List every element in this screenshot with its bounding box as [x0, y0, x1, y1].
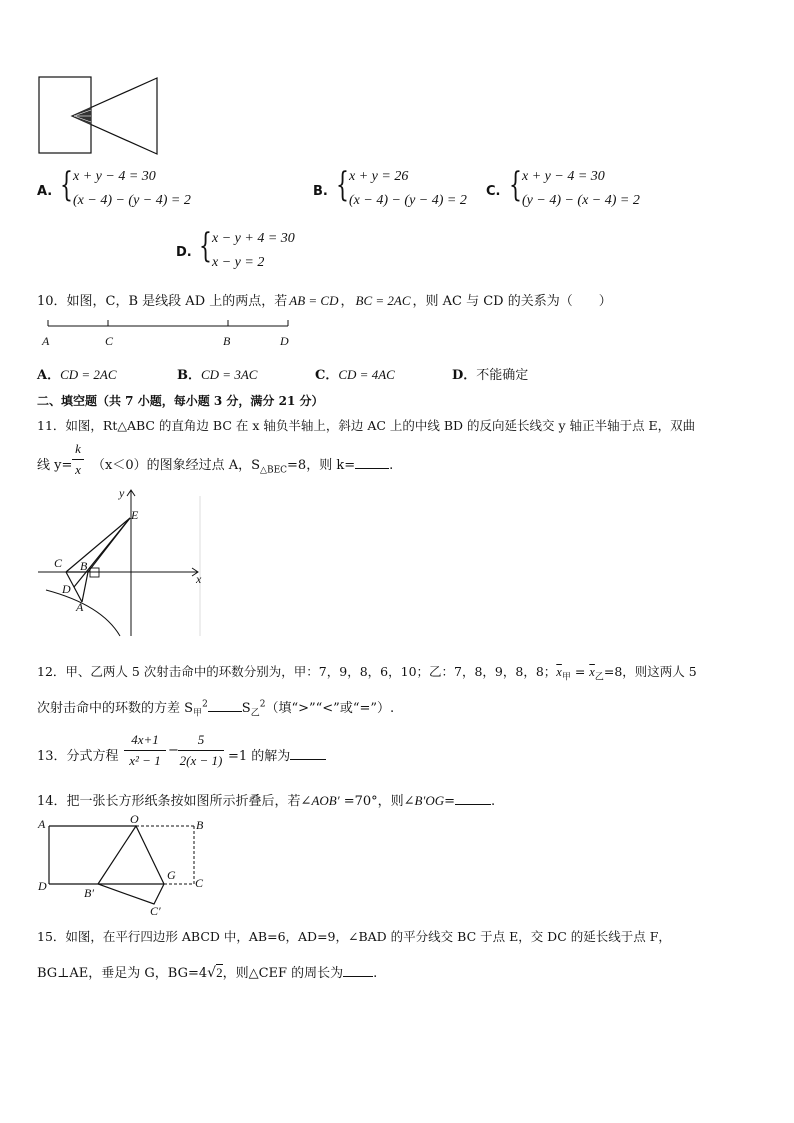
q15-line2: BG⊥AE，垂足为 G，BG=4√2，则△CEF 的周长为 . [37, 965, 378, 981]
q11-frac-den: x [75, 462, 81, 477]
q9-option-c-row2: (y − 4) − (x − 4) = 2 [522, 193, 640, 208]
q12-line1: 12．甲、乙两人 5 次射击命中的环数分别为，甲：7，9，8，6，10；乙：7，8，9，8，8；$\overline{x}_甲 = \overline{x}_乙=8$，则这两人 5 [37, 664, 697, 683]
q14-label-b: B [196, 818, 204, 832]
q11-answer-blank[interactable] [355, 468, 389, 469]
q13-frac2-bar [178, 750, 224, 751]
q14-label-d: D [38, 879, 47, 893]
q15-sqrt: √2 [207, 965, 223, 981]
q10-question [37, 290, 612, 309]
q13-answer-blank[interactable] [290, 759, 326, 760]
q10-point-c: C [105, 334, 114, 348]
q13-pre: 13．分式方程 [37, 749, 119, 764]
q12-xbar-yi: $\overline{x}$ [589, 665, 595, 679]
q10-sep: ， [340, 294, 354, 309]
q10-segment-figure [40, 316, 300, 350]
q14-figure [36, 812, 216, 918]
q14-label-o: O [130, 812, 139, 826]
q9-option-c-row1: x + y − 4 = 30 [522, 169, 605, 184]
q11-line2-rest: （x＜0）的图象经过点 A，$S_{\triangle BEC}=8$，则 k= . [92, 458, 394, 476]
q10-option-d: D．不能确定 [452, 368, 529, 383]
q14-label-g: G [167, 868, 176, 882]
q10-option-c: C．CD = 4AC [315, 367, 395, 383]
q11-label-c: C [54, 556, 63, 570]
q11-line2 [37, 454, 72, 473]
q10-point-b: B [223, 334, 231, 348]
q13-frac1-bar [124, 750, 166, 751]
q15-answer-blank[interactable] [343, 976, 373, 977]
q12-answer-blank[interactable] [208, 711, 242, 712]
q9-figure [36, 74, 162, 158]
q11-label-b: B [80, 559, 88, 573]
q11-sub: △BEC [260, 465, 288, 476]
q9-option-a-label: A. [37, 184, 53, 199]
q9-option-d-row1: x − y + 4 = 30 [212, 231, 295, 246]
q11-line1: 11．如图，Rt△ABC 的直角边 BC 在 x 轴负半轴上，斜边 AC 上的中线 BD 的反向延长线交 y 轴正半轴于点 E，双曲 [37, 418, 696, 433]
q13-frac1-den: x² − 1 [129, 753, 161, 768]
q13-frac2-num: 5 [197, 732, 205, 747]
q14-angle1: AOB′ [311, 793, 340, 808]
folded-part [98, 826, 164, 904]
q9-option-d-brace: { [199, 226, 212, 266]
q11-label-e: E [131, 508, 139, 522]
q10-number: 10． [37, 294, 67, 309]
q14-answer-blank[interactable] [455, 804, 491, 805]
q11-label-x: x [196, 572, 202, 586]
q13-frac1-num: 4x+1 [131, 732, 159, 747]
q14-angle2: B′OG [414, 793, 445, 808]
q9-option-a-row1: x + y − 4 = 30 [73, 169, 156, 184]
q14-label-bp: B′ [84, 886, 94, 900]
q14-label-c: C [195, 876, 204, 890]
q10-eq1: AB = CD [289, 293, 339, 308]
q11-pre: 线 y= [37, 458, 73, 473]
q9-option-c-label: C. [486, 184, 501, 199]
q11-frac-num: k [75, 441, 81, 456]
q10-text-b: ，则 AC 与 CD 的关系为（ [412, 294, 573, 309]
q9-option-b-row1: x + y = 26 [349, 169, 409, 184]
q9-option-d-row2: x − y = 2 [212, 255, 265, 270]
q9-option-a-brace: { [60, 165, 73, 205]
q14-label-a: A [38, 817, 46, 831]
q10-point-d: D [280, 334, 289, 348]
q9-option-d-label: D. [176, 245, 192, 260]
q10-option-a: A．CD = 2AC [37, 367, 117, 383]
q11-post-a: （x＜0）的图象经过点 A，S [92, 458, 261, 473]
q9-option-b-brace: { [336, 165, 349, 205]
q12-text-a: 12．甲、乙两人 5 次射击命中的环数分别为，甲：7，9，8，6，10；乙：7，8，9，8，8； [37, 664, 557, 679]
q10-point-a: A [42, 334, 50, 348]
q13-post: =1 的解为 [228, 745, 326, 764]
q9-option-c-brace: { [509, 165, 522, 205]
q10-text-c: ） [598, 294, 612, 309]
q13-minus: − [168, 743, 179, 758]
q15-line1: 15．如图，在平行四边形 ABCD 中，AB=6，AD=9，∠BAD 的平分线交 BC 于点 E，交 DC 的延长线于点 F， [37, 929, 671, 944]
q11-post-b: =8，则 k= [287, 458, 356, 473]
q14-text: 14．把一张长方形纸条按如图所示折叠后，若∠AOB′ =70°，则∠B′OG= . [37, 793, 496, 809]
q11-label-a: A [76, 600, 84, 614]
q10-eq2: BC = 2AC [355, 293, 411, 308]
q11-frac-bar [72, 459, 84, 460]
q11-label-y: y [119, 486, 125, 500]
q9-option-a-row2: (x − 4) − (y − 4) = 2 [73, 193, 191, 208]
q12-xbar-jia: $\overline{x}$ [556, 665, 562, 679]
section-2-title: 二、填空题（共 7 小题，每小题 3 分，满分 21 分） [37, 394, 324, 408]
q12-text-b: =8，则这两人 5 [603, 664, 697, 679]
q12-line2: 次射击命中的环数的方差 $S_甲^2$ $S_乙^2$（填“>”“<”或“=”）. [37, 699, 395, 719]
q9-option-b-label: B. [313, 184, 328, 199]
q9-option-b-row2: (x − 4) − (y − 4) = 2 [349, 193, 467, 208]
q11-label-d: D [62, 582, 71, 596]
q10-text-a: 如图，C，B 是线段 AD 上的两点，若 [66, 294, 288, 309]
q13-frac2-den: 2(x − 1) [179, 753, 223, 768]
q14-label-cp: C′ [150, 904, 161, 918]
q10-option-b: B．CD = 3AC [177, 367, 258, 383]
